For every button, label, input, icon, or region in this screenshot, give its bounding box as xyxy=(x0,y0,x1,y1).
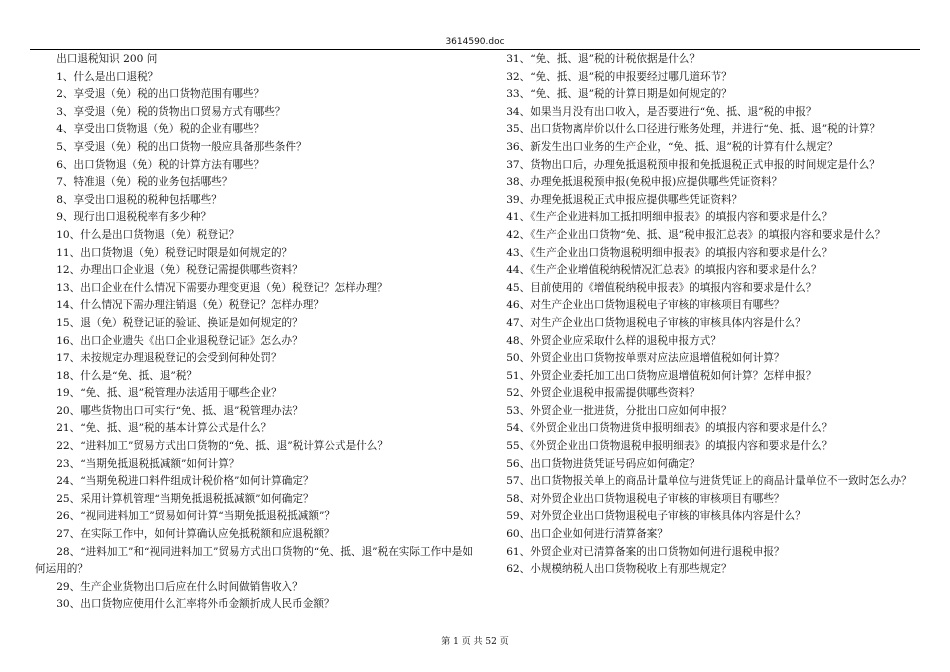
question-item: 44、《生产企业增值税纳税情况汇总表》的填报内容和要求是什么？ xyxy=(506,264,822,277)
question-item: 51、外贸企业委托加工出口货物应退增值税如何计算？怎样申报？ xyxy=(506,369,817,382)
question-item: 47、对生产企业出口货物退税电子审核的审核具体内容是什么？ xyxy=(506,316,806,329)
question-item: 8、享受出口退税的税种包括哪些？ xyxy=(56,193,222,206)
document-header: 3614590.doc xyxy=(445,37,505,47)
question-item: 13、出口企业在什么情况下需要办理变更退（免）税登记？怎样办理？ xyxy=(56,281,388,294)
question-item: 26、“视同进料加工”贸易如何计算“当期免抵退税抵减额”？ xyxy=(56,510,335,523)
question-item: 62、小规模纳税人出口货物税收上有那些规定？ xyxy=(506,563,732,576)
question-item: 27、在实际工作中，如何计算确认应免抵税额和应退税额？ xyxy=(56,528,335,541)
question-item: 61、外贸企业对已清算备案的出口货物如何进行退税申报？ xyxy=(506,545,785,558)
question-item: 15、退（免）税登记证的验证、换证是如何规定的？ xyxy=(56,316,303,329)
question-item: 4、享受出口货物退（免）税的企业有哪些？ xyxy=(56,123,265,136)
question-item: 33、“免、抵、退”税的计算日期是如何规定的？ xyxy=(506,88,732,101)
question-item: 16、出口企业遗失《出口企业退税登记证》怎么办？ xyxy=(56,334,303,347)
question-item: 55、《外贸企业出口货物退税申报明细表》的填报内容和要求是什么？ xyxy=(506,440,833,453)
question-item: 14、什么情况下需办理注销退（免）税登记？怎样办理？ xyxy=(56,299,324,312)
question-item: 9、现行出口退税税率有多少种？ xyxy=(56,211,212,224)
question-item: 出口退税知识 200 问 xyxy=(56,53,158,65)
question-item: 3、享受退（免）税的货物出口贸易方式有哪些？ xyxy=(56,105,286,118)
question-item: 39、办理免抵退税正式申报应提供哪些凭证资料？ xyxy=(506,193,743,206)
question-item: 42、《生产企业出口货物“免、抵、退”税申报汇总表》的填报内容和要求是什么？ xyxy=(506,228,886,241)
right-column xyxy=(485,51,925,579)
question-item: 2、享受退（免）税的出口货物范围有哪些？ xyxy=(56,88,265,101)
question-item: 36、新发生出口业务的生产企业，“免、抵、退”税的计算有什么规定？ xyxy=(506,140,838,153)
question-item: 7、特准退（免）税的业务包括哪些？ xyxy=(56,176,233,189)
question-item: 20、哪些货物出口可实行“免、抵、退”税管理办法？ xyxy=(56,404,303,417)
question-item: 45、目前使用的《增值税纳税申报表》的填报内容和要求是什么？ xyxy=(506,281,817,294)
question-item: 35、出口货物离岸价以什么口径进行账务处理，并进行“免、抵、退”税的计算？ xyxy=(506,123,881,136)
question-item: 52、外贸企业退税申报需提供哪些资料？ xyxy=(506,387,700,400)
question-item: 53、外贸企业一批进货，分批出口应如何申报？ xyxy=(506,404,732,417)
question-item: 56、出口货物进货凭证号码应如何确定？ xyxy=(506,457,700,470)
question-item: 29、生产企业货物出口后应在什么时间做销售收入？ xyxy=(56,580,303,593)
question-item: 28、“进料加工”和“视同进料加工”贸易方式出口货物的“免、抵、退”税在实际工作中是如何运用的？ xyxy=(35,545,473,576)
question-item: 41、《生产企业进料加工抵扣明细申报表》的填报内容和要求是什么？ xyxy=(506,211,833,224)
left-column xyxy=(35,51,475,614)
question-item: 10、什么是出口货物退（免）税登记？ xyxy=(56,228,240,241)
question-item: 25、采用计算机管理“当期免抵退税抵减额”如何确定？ xyxy=(56,492,314,505)
question-item: 6、出口货物退（免）税的计算方法有哪些？ xyxy=(56,158,265,171)
question-item: 38、办理免抵退税预申报(免税申报)应提供哪些凭证资料？ xyxy=(506,176,783,189)
question-item: 17、未按规定办理退税登记的会受到何种处罚？ xyxy=(56,352,282,365)
question-item: 32、“免、抵、退”税的申报要经过哪几道环节？ xyxy=(506,70,732,83)
question-item: 34、如果当月没有出口收入，是否要进行“免、抵、退”税的申报？ xyxy=(506,105,817,118)
question-item: 54、《外贸企业出口货物进货申报明细表》的填报内容和要求是什么？ xyxy=(506,422,833,435)
question-item: 57、出口货物报关单上的商品计量单位与进货凭证上的商品计量单位不一致时怎么办？ xyxy=(506,475,912,488)
question-item: 19、“免、抵、退”税管理办法适用于哪些企业？ xyxy=(56,387,282,400)
question-item: 59、对外贸企业出口货物退税电子审核的审核具体内容是什么？ xyxy=(506,510,806,523)
question-item: 50、外贸企业出口货物按单票对应法应退增值税如何计算？ xyxy=(506,352,785,365)
question-item: 60、出口企业如何进行清算备案？ xyxy=(506,528,668,541)
question-item: 18、什么是“免、抵、退”税？ xyxy=(56,369,198,382)
question-item: 31、“免、抵、退”税的计税依据是什么？ xyxy=(506,53,700,65)
question-item: 5、享受退（免）税的出口货物一般应具备那些条件？ xyxy=(56,140,307,153)
header-rule xyxy=(30,49,920,50)
question-item: 21、“免、抵、退”税的基本计算公式是什么？ xyxy=(56,422,272,435)
question-item: 46、对生产企业出口货物退税电子审核的审核项目有哪些？ xyxy=(506,299,785,312)
question-item: 30、出口货物应使用什么汇率将外币金额折成人民币金额？ xyxy=(56,598,335,611)
question-item: 23、“当期免抵退税抵减额”如何计算？ xyxy=(56,457,240,470)
page-footer: 第 1 页 共 52 页 xyxy=(441,637,509,647)
question-item: 43、《生产企业出口货物退税明细申报表》的填报内容和要求是什么？ xyxy=(506,246,833,259)
question-item: 11、出口货物退（免）税登记时限是如何规定的？ xyxy=(56,246,293,259)
question-item: 22、“进料加工”贸易方式出口货物的“免、抵、退”税计算公式是什么？ xyxy=(56,440,388,453)
question-item: 1、什么是出口退税？ xyxy=(56,70,159,83)
question-item: 24、“当期免税进口料件组成计税价格”如何计算确定？ xyxy=(56,475,314,488)
question-item: 58、对外贸企业出口货物退税电子审核的审核项目有哪些？ xyxy=(506,492,785,505)
question-item: 48、外贸企业应采取什么样的退税申报方式？ xyxy=(506,334,721,347)
question-item: 37、货物出口后，办理免抵退税预申报和免抵退税正式申报的时间规定是什么？ xyxy=(506,158,880,171)
question-item: 12、办理出口企业退（免）税登记需提供哪些资料？ xyxy=(56,264,303,277)
